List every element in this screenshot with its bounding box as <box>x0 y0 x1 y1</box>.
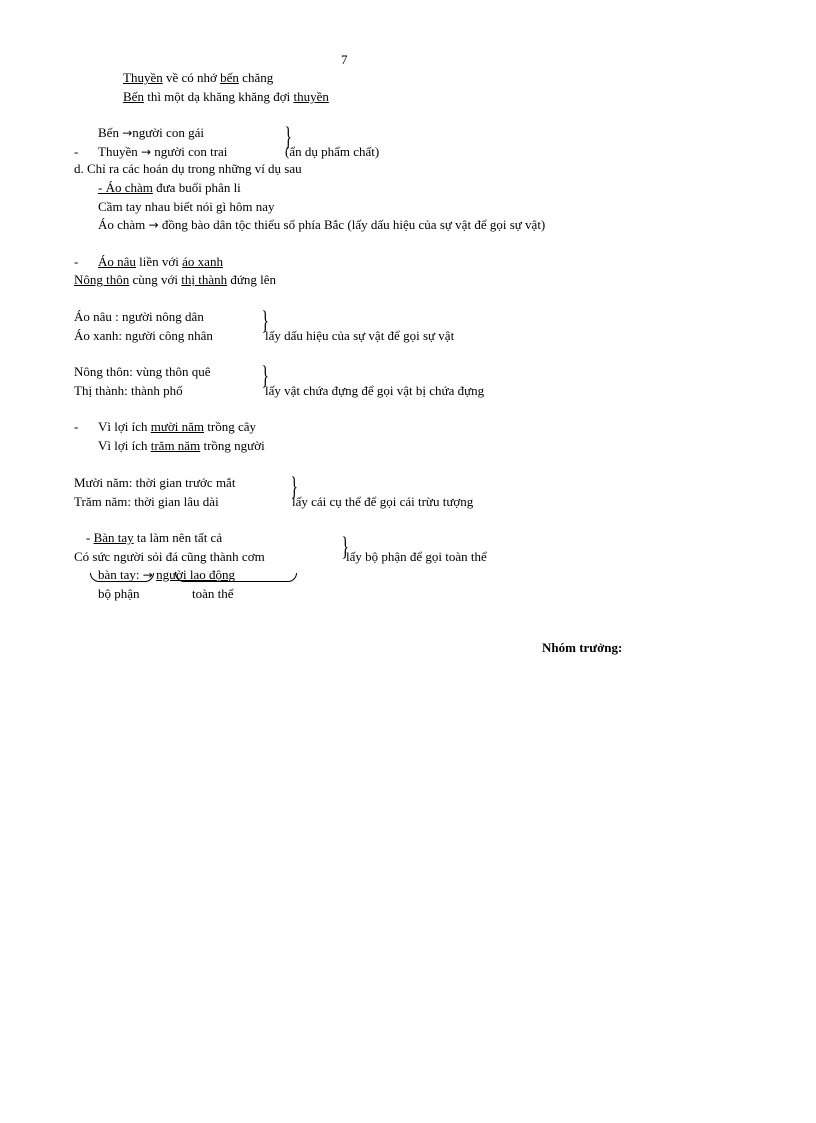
poem1-word-thuyen: Thuyền <box>123 70 163 85</box>
ex3-meaning-2: Áo xanh: người công nhân <box>74 328 213 343</box>
ex3-meaning-1: Áo nâu : người nông dân <box>74 309 204 324</box>
ex4-term: mười năm <box>150 419 205 434</box>
ex1-term: Thuyền <box>98 144 138 159</box>
page-number: 7 <box>341 52 348 67</box>
ex4-text: trồng cây <box>207 419 256 434</box>
ex3-meaning-4: Thị thành: thành phố <box>74 383 183 398</box>
signature-label: Nhóm trưởng: <box>542 640 623 655</box>
poem1-line1 <box>123 70 273 86</box>
arrow-icon: → <box>122 126 133 140</box>
ex5-label-part: bộ phận <box>98 586 140 601</box>
ex3-note-2: lấy vật chứa đựng để gọi vật bị chứa đựng <box>265 383 485 398</box>
ex4-note: lấy cái cụ thể để gọi cái trừu tượng <box>292 494 474 509</box>
ex2-line3 <box>98 217 545 233</box>
ex4-line2 <box>98 438 265 454</box>
ex4-term: trăm năm <box>150 438 201 453</box>
ex1-row2 <box>98 144 227 160</box>
ex3-text: cùng với <box>132 272 179 287</box>
ex2-line1 <box>98 180 241 196</box>
ex3-text: liền với <box>139 254 179 269</box>
ex5-line1 <box>86 530 222 546</box>
ex5-text: ta làm nên tất cả <box>136 530 223 545</box>
ex5-meaning: người lao động <box>156 567 235 582</box>
ex1-term: Bến <box>98 125 119 140</box>
ex5-note: lấy bộ phận để gọi toàn thể <box>346 549 487 564</box>
ex3-term: áo xanh <box>182 254 223 269</box>
ex2-explanation: đồng bào dân tộc thiểu số phía Bắc (lấy dấu hiệu của sự vật để gọi sự vật) <box>161 217 546 232</box>
ex5-term: bàn tay: <box>98 567 140 582</box>
ex3-note-1: lấy dấu hiệu của sự vật để gọi sự vật <box>265 328 455 343</box>
ex1-dash: - <box>74 144 79 159</box>
poem1-line2 <box>123 89 329 105</box>
poem1-word-ben: Bến <box>123 89 144 104</box>
ex2-term: - Áo chàm <box>98 180 153 195</box>
ex4-text: Vì lợi ích <box>98 438 148 453</box>
poem1-text: chăng <box>242 70 274 85</box>
ex3-term: Áo nâu <box>98 254 136 269</box>
brace-icon: } <box>261 306 269 335</box>
ex3-text: đứng lên <box>230 272 277 287</box>
bottom-brace-right <box>175 573 297 582</box>
ex5-label-whole: toàn thể <box>192 586 234 601</box>
brace-icon: } <box>284 122 292 151</box>
section-d-heading: d. Chỉ ra các hoán dụ trong những ví dụ sau <box>74 161 302 176</box>
ex3-term: thị thành <box>181 272 228 287</box>
ex4-text: trồng người <box>203 438 265 453</box>
ex3-line1 <box>98 254 223 270</box>
ex3-dash: - <box>74 254 79 269</box>
brace-icon: } <box>261 361 269 390</box>
ex3-line2 <box>74 272 276 288</box>
ex2-text: đưa buổi phân li <box>156 180 241 195</box>
bottom-brace-left <box>90 573 154 582</box>
arrow-icon: → <box>142 568 153 582</box>
arrow-icon: → <box>140 145 152 159</box>
ex4-meaning-2: Trăm năm: thời gian lâu dài <box>74 494 219 509</box>
ex4-text: Vì lợi ích <box>98 419 148 434</box>
ex1-meaning: người con trai <box>154 144 228 159</box>
ex1-meaning: người con gái <box>132 125 204 140</box>
poem1-text: thì một dạ khăng khăng đợi <box>147 89 291 104</box>
ex2-line2: Cầm tay nhau biết nói gì hôm nay <box>98 199 275 214</box>
ex1-row1 <box>98 125 204 141</box>
ex1-note: (ẩn dụ phẩm chất) <box>285 144 380 159</box>
arrow-icon: → <box>148 218 159 232</box>
ex4-dash: - <box>74 419 79 434</box>
ex5-term: Bàn tay <box>93 530 134 545</box>
ex3-term: Nông thôn <box>74 272 130 287</box>
ex2-term: Áo chàm <box>98 217 146 232</box>
ex3-meaning-3: Nông thôn: vùng thôn quê <box>74 364 211 379</box>
ex4-line1 <box>98 419 256 435</box>
ex5-line2: Có sức người sỏi đá cũng thành cơm <box>74 549 265 564</box>
poem1-text: về có nhớ <box>165 70 217 85</box>
brace-icon: } <box>341 532 349 561</box>
brace-icon: } <box>290 472 298 501</box>
poem1-word-ben: bến <box>220 70 239 85</box>
poem1-word-thuyen: thuyền <box>293 89 329 104</box>
ex4-meaning-1: Mười năm: thời gian trước mắt <box>74 475 236 490</box>
ex5-dash: - <box>86 530 91 545</box>
